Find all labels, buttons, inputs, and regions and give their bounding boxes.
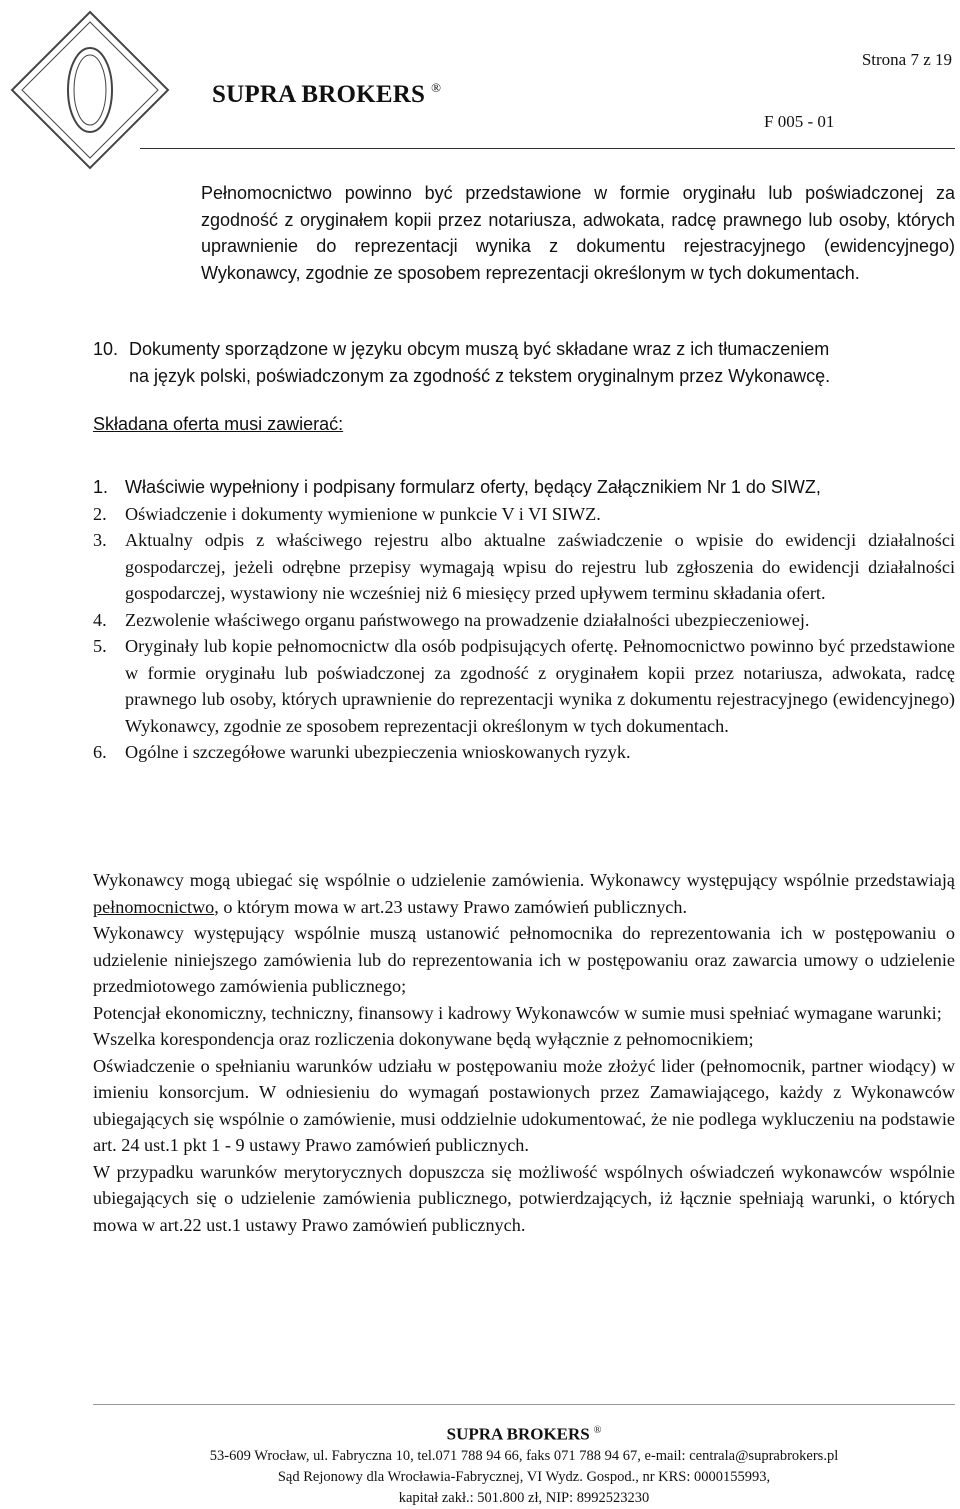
footer-court-register: Sąd Rejonowy dla Wrocławia-Fabrycznej, VI Wydz. Gospod., nr KRS: 0000155993, bbox=[277, 1468, 771, 1485]
list-item bbox=[93, 633, 955, 739]
list-item-text: Właściwie wypełniony i podpisany formularz oferty, będący Załącznikiem Nr 1 do SIWZ, bbox=[125, 477, 821, 497]
list-item-text: Ogólne i szczegółowe warunki ubezpieczenia wnioskowanych ryzyk. bbox=[125, 742, 631, 762]
footer-registered-mark: ® bbox=[593, 1425, 602, 1436]
list-item bbox=[93, 474, 955, 501]
list-item bbox=[93, 607, 955, 634]
consortium-paragraph-6: W przypadku warunków merytorycznych dopuszcza się możliwość wspólnych oświadczeń wykonawców wspólnie ubiegających się o udzielenie zamówienia publicznego, potwierdzających, iż łącznie spełniają warunki, o których mowa w art.22 ust.1 ustawy Prawo zamówień publicznych. bbox=[93, 1161, 955, 1235]
list-item-text: Oświadczenie i dokumenty wymienione w punkcie V i VI SIWZ. bbox=[125, 503, 601, 524]
paragraph-power-of-attorney: Pełnomocnictwo powinno być przedstawione w formie oryginału lub poświadczonej za zgodność z oryginałem kopii przez notariusza, adwokata, radcę prawnego lub osoby, których uprawnienie do reprezentacji wynika z dokumentu rejestracyjnego (ewidencyjnego) Wykonawcy, zgodnie ze sposobem reprezentacji określonym w tych dokumentach. bbox=[201, 183, 955, 283]
consortium-p1-text-end: , o którym mowa w art.23 ustawy Prawo zamówień publicznych. bbox=[214, 896, 688, 917]
page-number: Strona 7 z 19 bbox=[861, 50, 952, 69]
consortium-paragraph-2: Wykonawcy występujący wspólnie muszą ustanowić pełnomocnika do reprezentowania ich w postępowaniu o udzielenie niniejszego zamówienia lub do reprezentowania ich w postępowaniu oraz zawarcia umowy o udzielenie przedmiotowego zamówienia publicznego; bbox=[93, 923, 955, 996]
consortium-p1-text: Wykonawcy mogą ubiegać się wspólnie o udzielenie zamówienia. Wykonawcy występujący wspólnie przedstawiają bbox=[93, 870, 955, 890]
list-item bbox=[93, 527, 955, 607]
consortium-paragraph-5: Oświadczenie o spełnianiu warunków udziału w postępowaniu może złożyć lider (pełnomocnik, partner wiodący) w imieniu konsorcjum. W odniesieniu do wymagań postawionych przez Zamawiającego, każdy z Wykonawców ubiegających się wspólnie o zamówienie, musi oddzielnie udokumentować, że nie podlega wykluczeniu na podstawie art. 24 ust.1 pkt 1 - 9 ustawy Prawo zamówień publicznych. bbox=[93, 1055, 955, 1155]
header-divider bbox=[140, 148, 955, 149]
logo-diamond-icon bbox=[0, 0, 180, 180]
consortium-paragraph-1 bbox=[93, 867, 955, 920]
offer-heading: Składana oferta musi zawierać: bbox=[93, 414, 344, 434]
list-item-number: 5. bbox=[93, 636, 107, 656]
list-item-number: 1. bbox=[93, 477, 109, 497]
point-10-number: 10. bbox=[93, 339, 119, 359]
list-item-text: Oryginały lub kopie pełnomocnictw dla osób podpisujących ofertę. Pełnomocnictwo powinno być przedstawione w formie oryginału lub poświadczonej za zgodność z oryginałem kopii przez notariusza, adwokata, radcę prawnego lub osoby, których uprawnienie do reprezentacji wynika z dokumentu rejestracyjnego (ewidencyjnego) Wykonawcy, zgodnie ze sposobem reprezentacji określonym w tych dokumentach. bbox=[125, 636, 955, 736]
consortium-paragraph-3: Potencjał ekonomiczny, techniczny, finansowy i kadrowy Wykonawców w sumie musi spełniać wymagane warunki; bbox=[93, 1002, 942, 1023]
footer-brand-name: SUPRA BROKERS bbox=[446, 1424, 590, 1444]
point-10-text-first: Dokumenty sporządzone w języku obcym muszą być składane wraz z ich tłumaczeniem bbox=[129, 339, 830, 359]
footer-brand bbox=[93, 1420, 955, 1446]
point-10-text-rest: na język polski, poświadczonym za zgodność z tekstem oryginalnym przez Wykonawcę. bbox=[129, 365, 831, 386]
list-item-number: 2. bbox=[93, 503, 107, 524]
brand-name: SUPRA BROKERS bbox=[212, 81, 426, 108]
offer-requirements-list bbox=[93, 474, 955, 766]
brand-title bbox=[212, 80, 441, 109]
list-item-text: Aktualny odpis z właściwego rejestru albo aktualne zaświadczenie o wpisie do ewidencji działalności gospodarczej, jeżeli odrębne przepisy wymagają wpisu do rejestru lub zgłoszenia do ewidencji działalności gospodarczej, wystawiony nie wcześniej niż 6 miesięcy przed upływem terminu składania ofert. bbox=[125, 530, 955, 603]
list-item-number: 4. bbox=[93, 609, 107, 630]
company-logo bbox=[0, 0, 180, 180]
list-item bbox=[93, 501, 955, 528]
page-footer bbox=[93, 1420, 955, 1509]
list-item-number: 3. bbox=[93, 530, 107, 550]
consortium-paragraph-4: Wszelka korespondencja oraz rozliczenia dokonywane będą wyłącznie z pełnomocnikiem; bbox=[93, 1029, 754, 1049]
list-item bbox=[93, 739, 955, 766]
footer-divider bbox=[93, 1404, 955, 1405]
footer-capital: kapitał zakł.: 501.800 zł, NIP: 8992523230 bbox=[398, 1489, 650, 1506]
list-item-text: Zezwolenie właściwego organu państwowego na prowadzenie działalności ubezpieczeniowej. bbox=[125, 609, 810, 630]
registered-mark: ® bbox=[431, 80, 442, 95]
footer-address: 53-609 Wrocław, ul. Fabryczna 10, tel.071 788 94 66, faks 071 788 94 67, e-mail: centrala@suprabrokers.pl bbox=[209, 1447, 839, 1464]
list-item-number: 6. bbox=[93, 742, 107, 762]
consortium-section bbox=[93, 867, 955, 1238]
form-code: F 005 - 01 bbox=[764, 112, 835, 131]
point-10 bbox=[93, 336, 955, 389]
power-of-attorney-link: pełnomocnictwo bbox=[93, 896, 215, 917]
